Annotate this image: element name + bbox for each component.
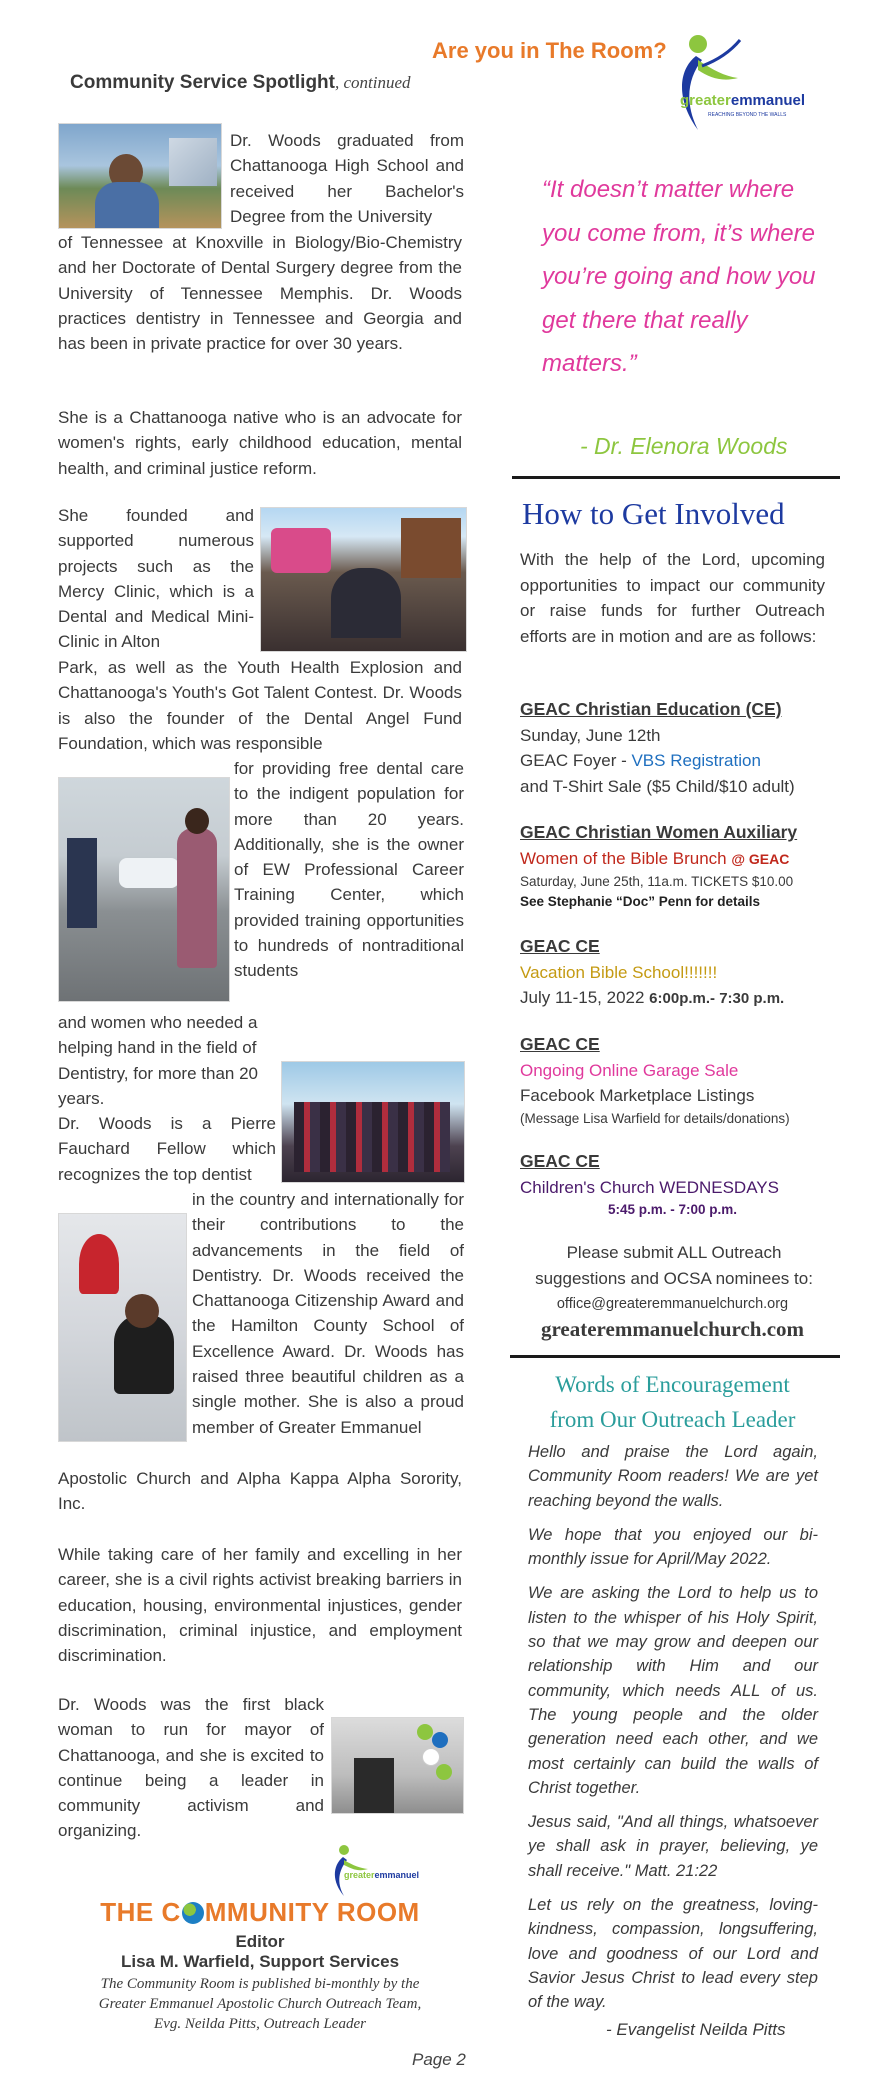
- event-line-text: @ GEAC: [731, 850, 790, 867]
- article-text: She is a Chattanooga native who is an advocate for women's rights, early childhood education, mental health, and criminal justice reform.: [58, 408, 462, 478]
- footer-title: [58, 1897, 462, 1928]
- photo-community-event: [260, 507, 467, 652]
- article-text: and women who needed a helping hand in the field of Dentistry, for more than 20 years.: [58, 1013, 258, 1108]
- logo-text-greater: greater: [344, 1870, 375, 1880]
- event-heading: GEAC CE: [520, 1034, 600, 1054]
- event-line: See Stephanie “Doc” Penn for details: [520, 894, 761, 909]
- encouragement-paragraph: Jesus said, "And all things, whatsoever ye shall ask in prayer, believing, ye shall receive." Matt. 21:22: [528, 1813, 818, 1880]
- event-line: Children's Church WEDNESDAYS: [520, 1177, 779, 1197]
- logo-subtext: REACHING BEYOND THE WALLS: [708, 112, 787, 118]
- event-vbs: [520, 934, 825, 1012]
- article-p3a: [58, 503, 254, 655]
- how-to-get-involved-title: How to Get Involved: [522, 496, 785, 531]
- article-text: She founded and supported numerous projects such as the Mercy Clinic, which is a Dental and Medical Mini-Clinic in Alton: [58, 506, 254, 652]
- article-p5: [58, 1542, 462, 1668]
- spotlight-title: [70, 72, 411, 94]
- event-line: [520, 846, 825, 873]
- submit-email[interactable]: office@greateremmanuelchurch.org: [556, 1296, 789, 1312]
- event-ce-registration: [520, 697, 825, 799]
- header-tagline: Are you in The Room?: [432, 38, 667, 63]
- event-heading: GEAC Christian Women Auxiliary: [520, 822, 798, 842]
- article-text: While taking care of her family and excelling in her career, she is a civil rights activist breaking barriers in education, housing, environmental injustices, gender discrimination, criminal injustice, and employment discrimination.: [58, 1545, 462, 1666]
- footer-editor-name: Lisa M. Warfield, Support Services: [120, 1952, 400, 1971]
- footer-title-b: MMUNITY ROOM: [204, 1897, 420, 1927]
- article-p1b: [58, 230, 462, 356]
- photo-dr-woods-speaking: [58, 777, 230, 1002]
- event-line: [520, 985, 825, 1012]
- article-p3b: [58, 655, 462, 756]
- footer-note-2: Greater Emmanuel Apostolic Church Outreach Team,: [98, 1996, 422, 2012]
- submit-instructions: Please submit ALL Outreach suggestions and OCSA nominees to:: [535, 1243, 813, 1288]
- event-line: Vacation Bible School!!!!!!!: [520, 962, 718, 982]
- article-text: in the country and internationally for their contributions to the advancements in the field of Dentistry. Dr. Woods received the Chattanooga Citizenship Award and the Hamilton County School of Excellence Award. Dr. Woods has raised three beautiful children as a single mother. She is also a proud member of Greater Emmanuel: [192, 1190, 464, 1437]
- event-line: Facebook Marketplace Listings: [520, 1086, 755, 1105]
- article-p4b: [192, 1187, 464, 1440]
- spotlight-continued: , continued: [334, 73, 411, 92]
- encouragement-body: [528, 1440, 818, 2025]
- article-text: Park, as well as the Youth Health Explosion and Chattanooga's Youth's Got Talent Contest. Dr. Woods is also the founder of the Dental Angel Fund Foundation, which was responsible: [58, 658, 462, 753]
- article-p1a: [230, 128, 464, 229]
- encouragement-paragraph: We hope that you enjoyed our bi-monthly issue for April/May 2022.: [528, 1525, 818, 1569]
- event-garage-sale: [520, 1032, 825, 1129]
- event-heading: GEAC CE: [520, 936, 600, 956]
- footer-note-3: Evg. Neilda Pitts, Outreach Leader: [154, 2016, 366, 2032]
- pull-quote-attribution: - Dr. Elenora Woods: [580, 433, 788, 459]
- pull-quote: “It doesn’t matter where you come from, it’s where you’re going and how you get there that really matters.”: [542, 176, 816, 377]
- event-line-text: 6:00p.m.- 7:30 p.m.: [649, 990, 785, 1007]
- article-p3c: [234, 756, 464, 984]
- divider: [512, 476, 840, 479]
- event-childrens-church: [520, 1149, 825, 1220]
- event-line: and T-Shirt Sale ($5 Child/$10 adult): [520, 776, 795, 796]
- event-line: 5:45 p.m. - 7:00 p.m.: [607, 1202, 738, 1217]
- article-text: Dr. Woods was the first black woman to run for mayor of Chattanooga, and she is excited to continue being a leader in community activism and organizing.: [58, 1695, 324, 1841]
- spotlight-title-text: Community Service Spotlight: [70, 72, 335, 93]
- event-line-text: GEAC Foyer -: [520, 751, 632, 770]
- encouragement-title-2: from Our Outreach Leader: [549, 1407, 796, 1432]
- article-p4a: [58, 1111, 276, 1187]
- logo-footer: [330, 1842, 430, 1898]
- event-heading: GEAC Christian Education (CE): [520, 699, 782, 719]
- footer-title-a: THE C: [100, 1897, 181, 1927]
- photo-dr-woods-portrait: [58, 123, 222, 229]
- church-website[interactable]: greateremmanuelchurch.com: [540, 1317, 805, 1341]
- logo-text-emmanuel: emmanuel: [730, 92, 806, 109]
- event-line-text: Women of the Bible Brunch: [520, 848, 732, 868]
- encouragement-paragraph: Let us rely on the greatness, loving-kindness, compassion, longsuffering, love and goodness of our Lord and Savior Jesus Christ to lead every step of the way.: [528, 1896, 818, 2012]
- logo-text-greater: greater: [680, 92, 731, 109]
- involved-intro: With the help of the Lord, upcoming opportunities to impact our community or raise funds for further Outreach efforts are in motion and are as follows:: [520, 550, 825, 646]
- article-text: of Tennessee at Knoxville in Biology/Bio-Chemistry and her Doctorate of Dental Surgery degree from the University of Tennessee Memphis. Dr. Woods practices dentistry in Tennessee and Georgia and has been in private practice for over 30 years.: [58, 233, 462, 354]
- event-line: Sunday, June 12th: [520, 725, 661, 745]
- event-line-text: July 11-15, 2022: [520, 988, 650, 1007]
- page-number: Page 2: [412, 2050, 466, 2069]
- logo-figure-icon: [668, 30, 818, 135]
- event-line: (Message Lisa Warfield for details/donations): [520, 1110, 790, 1126]
- event-heading: GEAC CE: [520, 1151, 600, 1171]
- vbs-registration-link[interactable]: VBS Registration: [631, 751, 761, 770]
- encouragement-title-1: Words of Encouragement: [555, 1372, 790, 1397]
- article-p3d: [58, 1010, 462, 1111]
- encouragement-signature: - Evangelist Neilda Pitts: [606, 2020, 786, 2039]
- event-line: Saturday, June 25th, 11a.m. TICKETS $10.00: [520, 874, 794, 889]
- footer-editor-label: Editor: [235, 1932, 285, 1951]
- article-p2: [58, 405, 462, 481]
- event-line: Ongoing Online Garage Sale: [520, 1060, 739, 1080]
- divider: [510, 1355, 840, 1358]
- event-line: [520, 748, 825, 774]
- photo-dr-woods-office: [58, 1213, 187, 1442]
- footer-note-1: The Community Room is published bi-monthly by the: [100, 1976, 420, 1992]
- article-text: Dr. Woods graduated from Chattanooga High School and received her Bachelor's Degree from the University: [230, 131, 464, 226]
- encouragement-paragraph: We are asking the Lord to help us to listen to the whisper of his Holy Spirit, so that we may grow and deepen our relationship with Him and our community, which needs ALL of us. The young people and the older generation need each other, and we most certainly can build the walls of Christ together.: [528, 1584, 818, 1797]
- article-text: Dr. Woods is a Pierre Fauchard Fellow which recognizes the top dentist: [58, 1114, 276, 1184]
- article-p6: [58, 1692, 462, 1844]
- article-text: Apostolic Church and Alpha Kappa Alpha Sorority, Inc.: [58, 1469, 462, 1514]
- logo-text-emmanuel: emmanuel: [374, 1870, 420, 1880]
- article-p4c: [58, 1466, 462, 1517]
- logo-top: [668, 30, 818, 135]
- event-women-brunch: [520, 820, 825, 912]
- encouragement-paragraph: Hello and praise the Lord again, Community Room readers! We are yet reaching beyond the walls.: [528, 1443, 818, 1510]
- article-text: for providing free dental care to the indigent population for more than 20 years. Additionally, she is the owner of EW Professional Career Training Center, which provided training opportunities to hundreds of nontraditional students: [234, 759, 464, 981]
- globe-icon: [182, 1902, 204, 1924]
